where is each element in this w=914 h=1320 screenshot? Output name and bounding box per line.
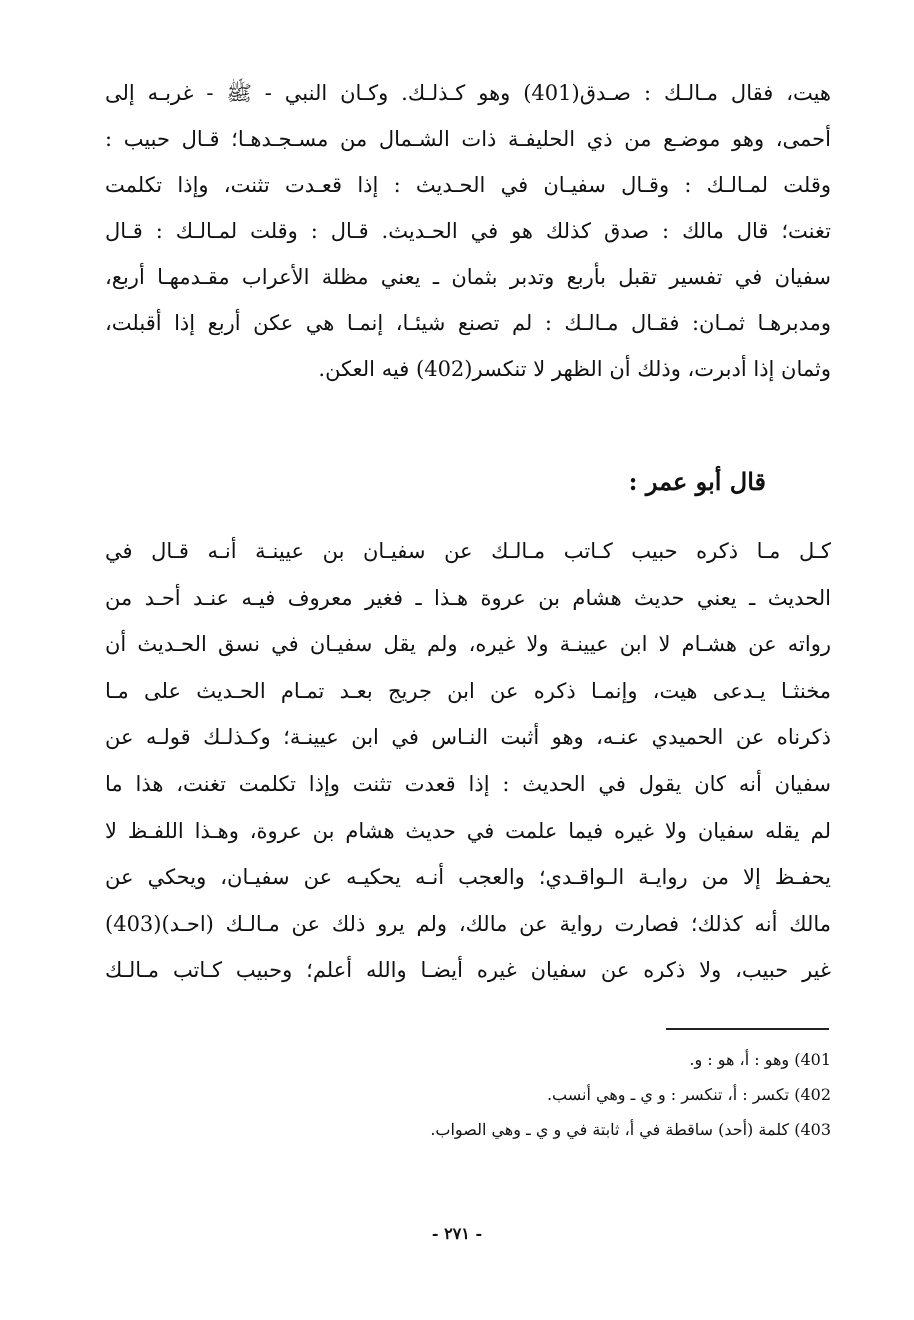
footnote: 403) كلمة (أحد) ساقطة في أ، ثابتة في و ي ـ وهي الصواب. <box>430 1120 831 1139</box>
page-number: - ٢٧١ - <box>431 1224 483 1243</box>
text-line: مخنثـا يـدعى هيت، وإنمـا ذكره عن ابن جريج بعـد تمـام الحـديث على مـا <box>105 678 831 703</box>
text-line: مالك أنه كذلك؛ فصارت رواية عن مالك، ولم يرو ذلك عن مـالـك (احـد)(403) <box>105 911 831 936</box>
footnotes <box>430 1042 831 1147</box>
text-line: سفيان أنه كان يقول في الحديث : إذا قعدت تثنت وإذا تكلمت تغنت، هذا ما <box>105 771 831 796</box>
text-line: لم يقله سفيان ولا غيره فيما علمت في حديث هشام بن عروة، وهـذا اللفـظ لا <box>105 818 831 843</box>
section-heading: قال أبو عمر : <box>628 467 766 496</box>
text-line: هيت، فقال مـالـك : صـدق(401) وهو كـذلـك. وكـان النبي - ﷺ - غربـه إلى <box>105 81 831 105</box>
text-line: وقلت لمـالـك : وقـال سفيـان في الحـديث : إذا قعـدت تثنت، وإذا تكلمت <box>105 173 831 197</box>
text-line: رواته عن هشـام لا ابن عيينـة ولا غيره، ولم يقل سفيـان في نسق الحـديث أن <box>105 632 831 657</box>
footnote: 401) وهو : أ، هو : و. <box>689 1050 831 1069</box>
text-line: وثمان إذا أدبرت، وذلك أن الظهر لا تنكسر(402) فيه العكن. <box>318 357 831 381</box>
footnote: 402) تكسر : أ، تنكسر : و ي ـ وهي أنسب. <box>546 1085 831 1104</box>
paragraph-2 <box>105 528 831 994</box>
text-line: ومدبرهـا ثمـان: فقـال مـالـك : لم تصنع شيئـا، إنمـا هي عكن أربع إذا أقبلت، <box>105 311 831 335</box>
text-line: تغنت؛ قال مالك : صدق كذلك هو في الحـديث. قـال : وقلت لمـالـك : قـال <box>105 219 831 243</box>
paragraph-1 <box>105 70 831 392</box>
text-line: سفيان في تفسير تقبل بأربع وتدبر بثمان ـ يعني مظلة الأعراب مقـدمهـا أربع، <box>105 265 831 289</box>
text-line: كـل مـا ذكره حبيب كـاتب مـالـك عن سفيـان بن عيينـة أنـه قـال في <box>105 539 831 563</box>
text-line: أحمى، وهو موضـع من ذي الحليفـة ذات الشـمال من مسـجـدهـا؛ قـال حبيب : <box>105 127 831 151</box>
text-line: غير حبيب، ولا ذكره عن سفيان غيره أيضـا والله أعلم؛ وحبيب كـاتب مـالـك <box>105 958 831 983</box>
text-line: يحفـظ إلا من روايـة الـواقـدي؛ والعجب أنـه يحكيـه عن سفيـان، ويحكي عن <box>105 865 831 890</box>
text-line: ذكرناه عن الحميدي عنـه، وهو أثبت النـاس في ابن عيينـة؛ وكـذلـك قولـه عن <box>105 725 831 750</box>
text-line: الحديث ـ يعني حديث هشام بن عروة هـذا ـ فغير معروف فيـه عنـد أحـد من <box>105 585 831 610</box>
footnote-divider <box>666 1028 829 1030</box>
